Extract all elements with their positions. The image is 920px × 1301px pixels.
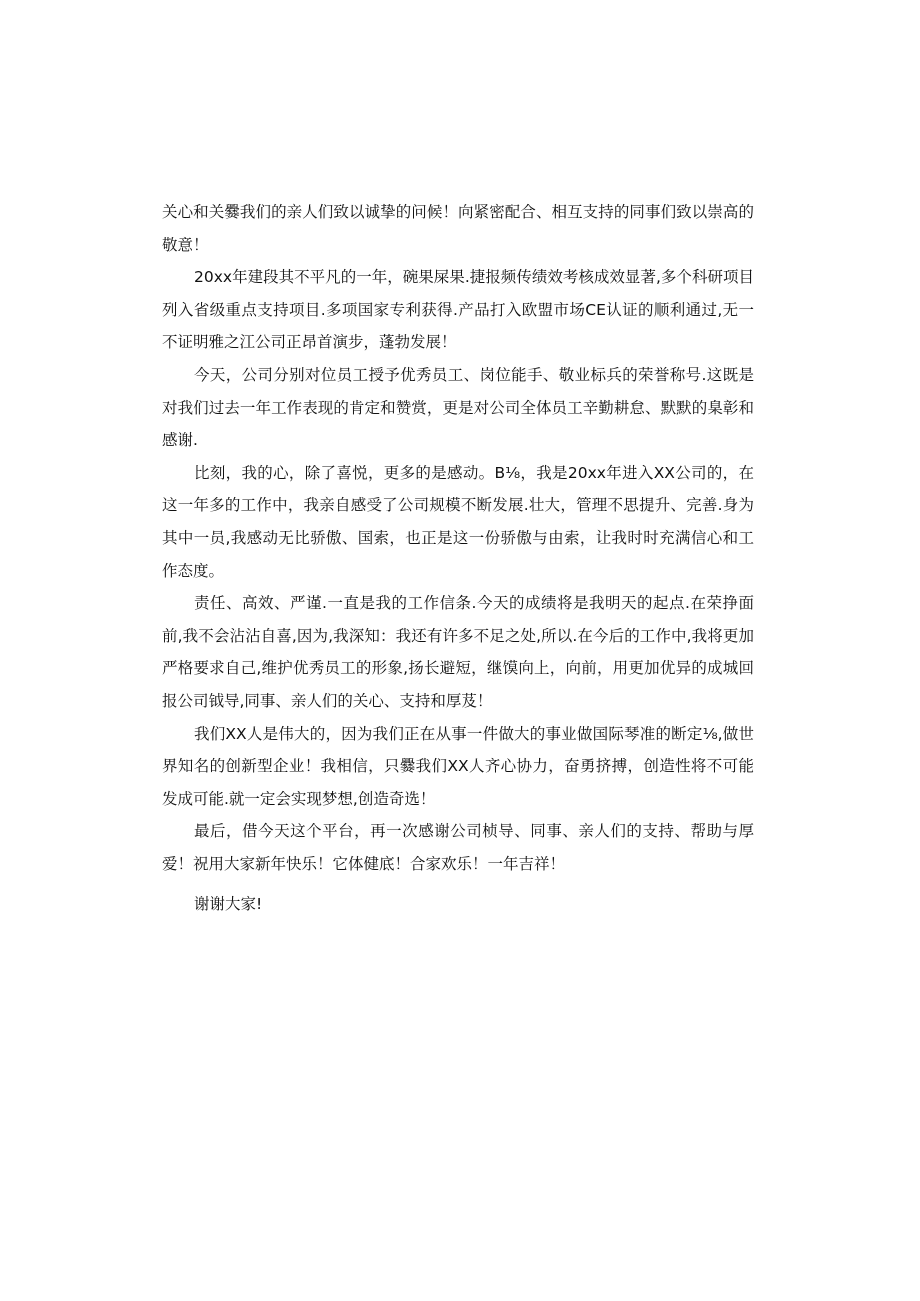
paragraph-feelings: 比刻，我的心，除了喜悦，更多的是感动。B⅛，我是20xx年进入XX公司的，在这一年多的工作中，我亲自感受了公司规模不断发展.壮大，管理不思提升、完善.身为其中一员,我感动无比骄傲、国索，也正是这一份骄傲与由索，让我时时充满信心和工作态度。 bbox=[162, 463, 754, 580]
document-body bbox=[162, 196, 754, 921]
paragraph-honors: 今天，公司分别对位员工授予优秀员工、岗位能手、敬业标兵的荣誉称号.这既是对我们过去一年工作表现的肯定和赞赏，更是对公司全体员工辛勤耕怠、默默的臬彰和感谢. bbox=[162, 365, 754, 450]
paragraph-greeting: 关心和关爨我们的亲人们致以诚挚的问候！向紧密配合、相互支持的同事们致以崇高的敬意！ bbox=[162, 203, 754, 254]
closing-line: 谢谢大家! bbox=[194, 895, 263, 914]
paragraph-motto: 责任、高效、严谨.一直是我的工作信条.今天的成绩将是我明天的起点.在荣挣面前,我不会沾沾自喜,因为,我深知：我还有许多不足之处,所以.在今后的工作中,我将更加严格要求自己,维护优秀员工的形象,扬长避短，继馍向上，向前，用更加优异的成城回报公司钺导,同事、亲人们的关心、支持和厚芨！ bbox=[162, 594, 754, 710]
paragraph-achievements: 20xx年建段其不平凡的一年，碗果屎果.捷报频传绩效考核成效显著,多个科研项目列入省级重点支持项目.多项国家专利获得.产品打入欧盟市场CE认证的顺利通过,无一不证明雅之江公司正昂首演步，蓬勃发展！ bbox=[162, 268, 754, 352]
paragraph-final-thanks: 最后，借今天这个平台，再一次感谢公司桢导、同事、亲人们的支持、帮助与厚爱！祝用大家新年快乐！它体健底！合家欢乐！一年吉祥！ bbox=[162, 822, 754, 873]
paragraph-vision: 我们XX人是伟大的，因为我们正在从事一件做大的事业做国际琴准的断定⅛,做世界知名的创新型企业！我相信，只爨我们XX人齐心协力，奋勇挤搏，创造性将不可能发成可能.就一定会实现梦想,创造奇选！ bbox=[162, 724, 754, 808]
